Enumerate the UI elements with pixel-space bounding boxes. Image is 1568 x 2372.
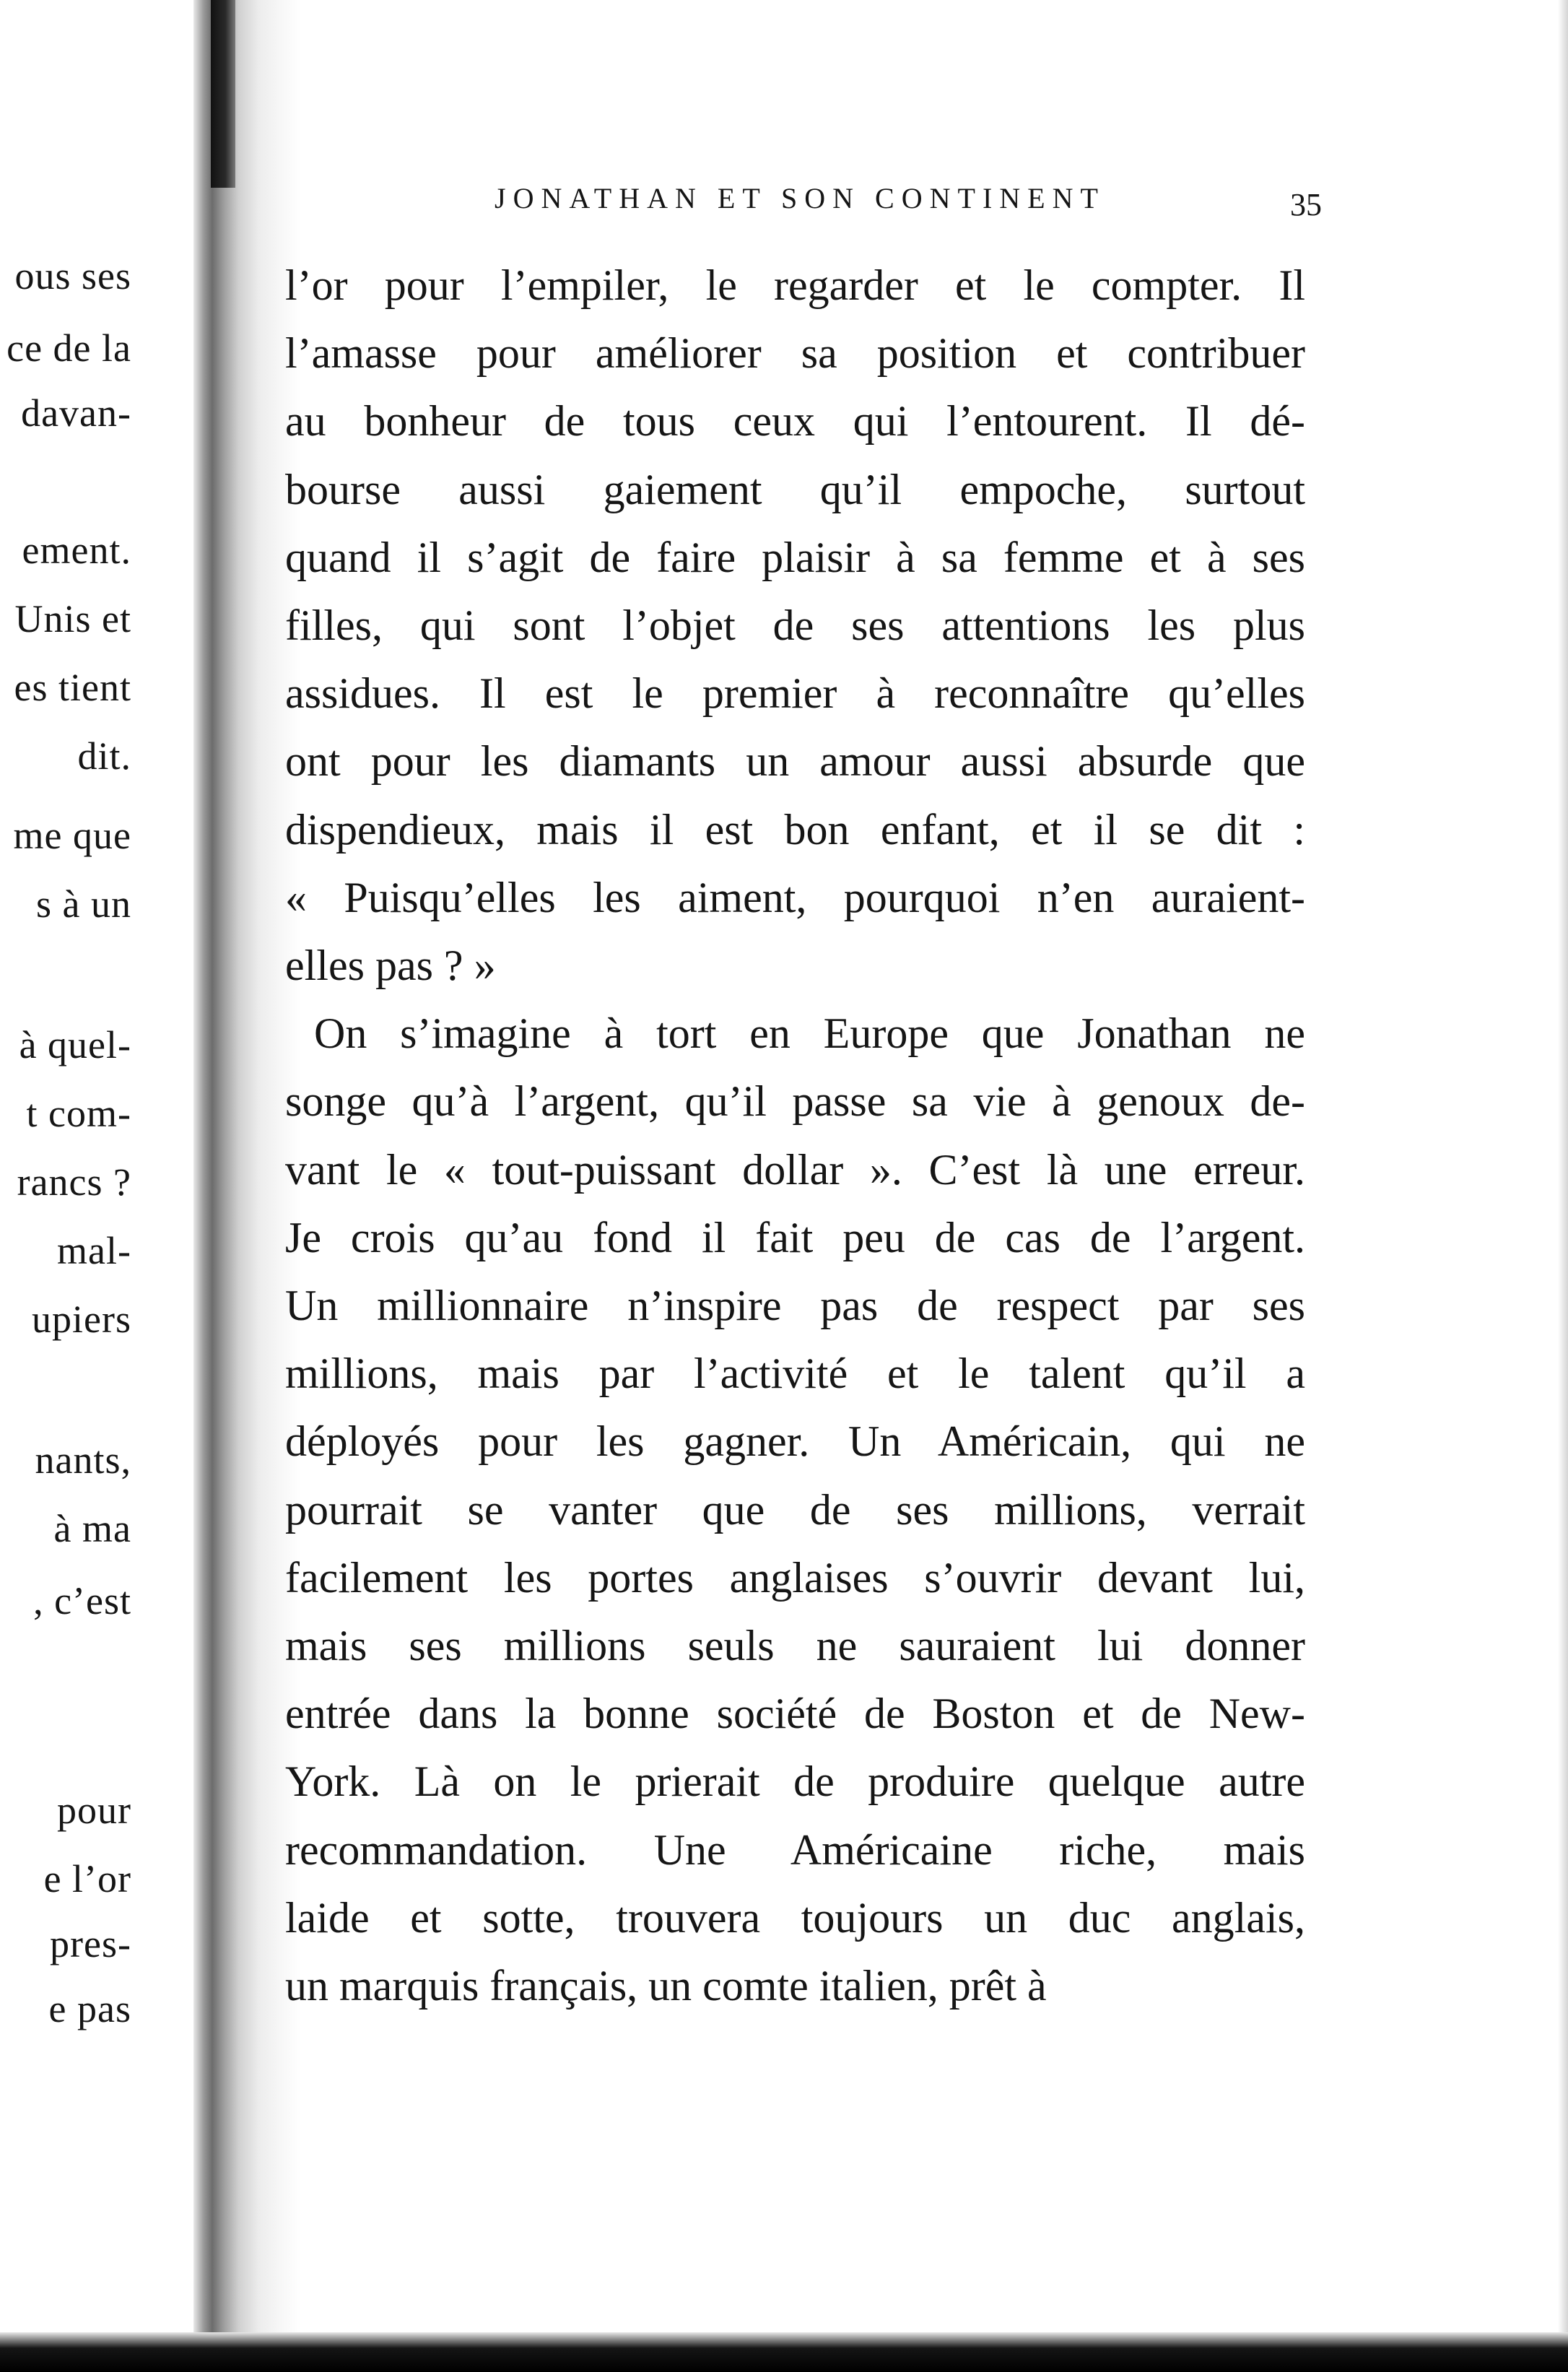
text-line: elles pas ? » (285, 942, 496, 989)
text-line: mais ses millions seuls ne sauraient lui donner (285, 1622, 1305, 1669)
page-number: 35 (1290, 187, 1322, 222)
page-right-edge (1558, 0, 1568, 2372)
text-line: facilement les portes anglaises s’ouvrir devant lui, (285, 1554, 1305, 1602)
left-page-fragment (0, 0, 217, 2311)
text-line: un marquis français, un comte italien, prêt à (285, 1962, 1047, 2010)
text-line: dispendieux, mais il est bon enfant, et il se dit : (285, 806, 1305, 853)
text-line: « Puisqu’elles les aiment, pourquoi n’en auraient- (285, 874, 1305, 921)
left-page-line: dit. (77, 734, 131, 778)
left-page-line: rancs ? (17, 1160, 131, 1204)
left-page-line: ce de la (6, 326, 131, 370)
left-page-line: e pas (48, 1987, 131, 2030)
gutter-dark-edge (211, 0, 235, 188)
text-line: l’or pour l’empiler, le regarder et le compter. Il (285, 261, 1305, 309)
left-page-line: es tient (14, 666, 131, 709)
text-line: recommandation. Une Américaine riche, mais (285, 1826, 1305, 1874)
text-line: ont pour les diamants un amour aussi absurde que (285, 737, 1305, 785)
text-line: pourrait se vanter que de ses millions, verrait (285, 1486, 1305, 1534)
text-line: On s’imagine à tort en Europe que Jonathan ne (314, 1009, 1305, 1057)
text-line: l’amasse pour améliorer sa position et contribuer (285, 329, 1305, 377)
left-page-line: nants, (35, 1438, 131, 1482)
text-line: vant le « tout-puissant dollar ». C’est là une erreur. (285, 1146, 1305, 1194)
text-line: York. Là on le prierait de produire quelque autre (285, 1758, 1305, 1805)
left-page-line: davan- (21, 391, 131, 435)
text-line: Un millionnaire n’inspire pas de respect par ses (285, 1282, 1305, 1329)
right-page (267, 0, 1567, 2372)
left-page-line: t com- (26, 1092, 131, 1135)
left-page-line: e l’or (43, 1857, 131, 1900)
left-page-line: à ma (53, 1507, 131, 1550)
left-page-line: mal- (57, 1229, 131, 1272)
text-line: millions, mais par l’activité et le talent qu’il a (285, 1350, 1305, 1397)
text-line: au bonheur de tous ceux qui l’entourent. Il dé- (285, 397, 1305, 445)
text-line: déployés pour les gagner. Un Américain, qui ne (285, 1417, 1305, 1465)
text-line: laide et sotte, trouvera toujours un duc anglais, (285, 1894, 1305, 1942)
text-line: entrée dans la bonne société de Boston et de New- (285, 1690, 1305, 1737)
text-line: quand il s’agit de faire plaisir à sa femme et à ses (285, 534, 1305, 581)
left-page-line: pour (57, 1789, 131, 1832)
left-page-line: , c’est (33, 1579, 131, 1622)
left-page-line: à quel- (19, 1023, 131, 1066)
text-line: filles, qui sont l’objet de ses attentions les plus (285, 601, 1305, 649)
running-head: JONATHAN ET SON CONTINENT (495, 182, 1105, 214)
text-line: bourse aussi gaiement qu’il empoche, surtout (285, 466, 1305, 513)
text-line: Je crois qu’au fond il fait peu de cas de l’argent. (285, 1214, 1305, 1261)
left-page-line: me que (13, 814, 131, 857)
left-page-line: s à un (36, 882, 131, 926)
left-page-line: ement. (22, 529, 131, 572)
left-page-line: ous ses (14, 254, 131, 297)
left-page-line: Unis et (14, 597, 131, 640)
text-line: songe qu’à l’argent, qu’il passe sa vie à genoux de- (285, 1077, 1305, 1125)
left-page-line: pres- (50, 1922, 131, 1965)
left-page-line: upiers (32, 1298, 131, 1341)
scanner-bottom-edge (0, 2332, 1568, 2372)
text-line: assidues. Il est le premier à reconnaître qu’elles (285, 669, 1305, 717)
